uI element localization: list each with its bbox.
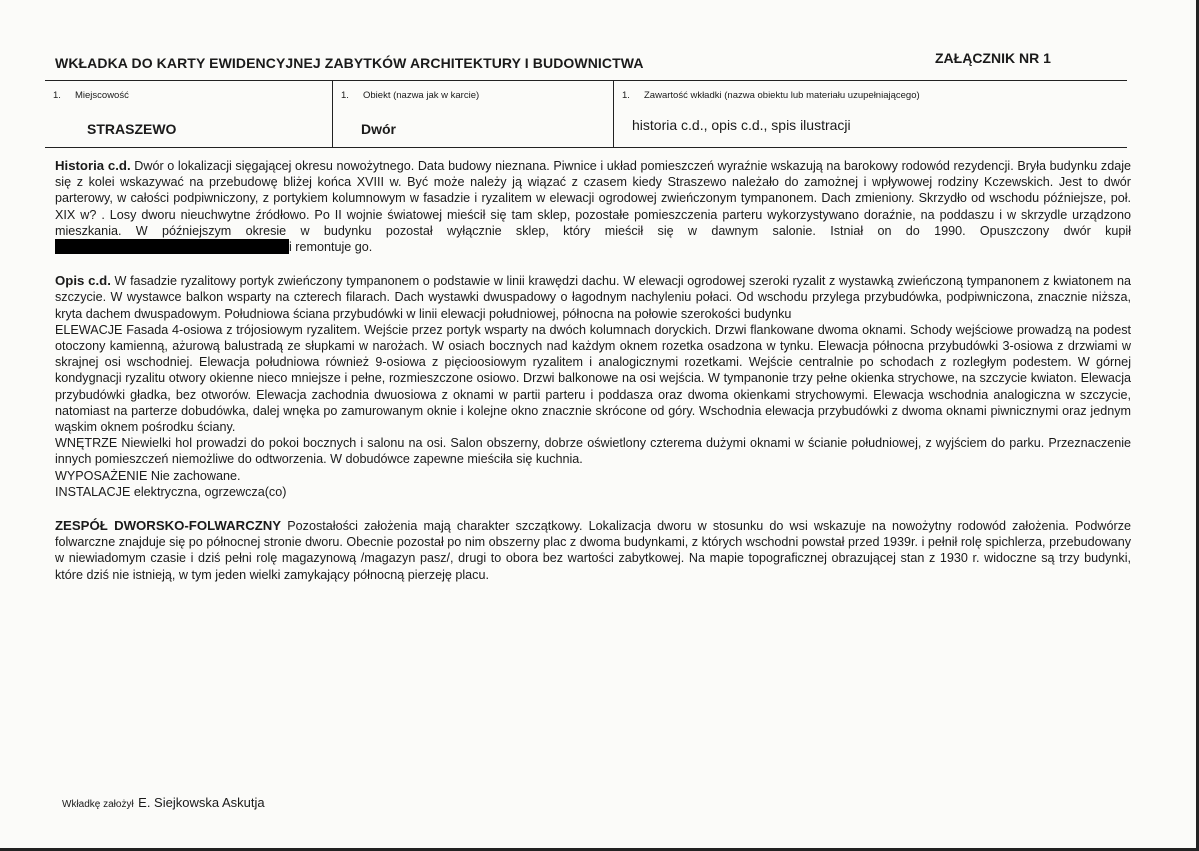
description-lead: Opis c.d. <box>55 273 111 289</box>
contents-number: 1. <box>622 90 630 101</box>
contents-cell <box>614 81 1127 147</box>
complex-text: Pozostałości założenia mają charakter szczątkowy. Lokalizacja dworu w stosunku do wsi wskazuje na nowożytny rodowód założenia. Podwórze folwarczne znajduje się po północnej stronie dworu. Obecnie pozostał po nim obszerny plac z dwoma budynkami, z których wschodni powstał przed 1939r. i pełnił rolę spichlerza, przebudowany w niewiadomym czasie i dziś pełni rolę magazynową /magazyn pasz/, drugi to obora bez wartości zabytkowej. Na mapie topograficznej obrazującej stan z 1930 r. widoczne są trzy budynki, które dziś nie istnieją, w tym jeden wielki zamykający północną pierzeję placu. <box>55 519 1131 582</box>
contents-value: historia c.d., opis c.d., spis ilustracji <box>632 117 851 133</box>
interior-paragraph: WNĘTRZE Niewielki hol prowadzi do pokoi bocznych i salonu na osi. Salon obszerny, dobrze oświetlony czterema dużymi oknami w ścianie południowej, z wyjściem do parku. Przeznaczenie innych pomieszczeń niemożliwe do odtworzenia. W dobudówce zapewne mieściła się kuchnia. <box>55 436 1131 467</box>
elevations-paragraph: ELEWACJE Fasada 4-osiowa z trójosiowym ryzalitem. Wejście przez portyk wsparty na dwóch kolumnach doryckich. Drzwi flankowane dwoma oknami. Schody wejściowe prowadzą na podest otoczony kamienną, ażurową balustradą ze słupkami w narożach. W osiach bocznych nad każdym oknem rozetka osadzona w tynku. Elewacja północna przybudówki 3-osiowa z drzwiami w skrajnej osi wschodniej. Elewacja południowa również 9-osiowa z pięcioosiowym ryzalitem i analogicznymi rozetkami. Wejście centralnie po schodach z rozległym podestem. W górnej kondygnacji ryzalitu otwory okienne nieco mniejsze i pełne, rozmieszczone osiowo. Drzwi balkonowe na osi wejścia. W tympanonie trzy pełne okienka strychowe, na szczycie kwiaton. Elewacja przybudówki gładka, bez otworów. Elewacja zachodnia dwuosiowa z oknami w partii parteru i poddasza oraz dwoma okienkami strychowymi. Elewacja wschodnia analogiczna w szczycie, natomiast na parterze dobudówka, dalej wnęka po zamurowanym oknie i kolejne okno znacznie skrócone od góry. Wschodnia elewacja przybudówki z dwoma oknami piwnicznymi oraz jednym wąskim oknem pośrodku ściany. <box>55 322 1131 435</box>
author-label: Wkładkę założył <box>62 799 134 810</box>
document-body <box>55 158 1131 583</box>
history-lead: Historia c.d. <box>55 158 131 173</box>
locality-cell <box>45 81 333 147</box>
description-intro: W fasadzie ryzalitowy portyk zwieńczony tympanonem o podstawie w linii krawędzi dachu. W elewacji ogrodowej szeroki ryzalit z wystawką zwieńczoną tympanonem z kwiatonem na szczycie. W wystawce balkon wsparty na czterech filarach. Dach wystawki dwuspadowy o łagodnym nachyleniu połaci. Od wschodu przylega przybudówka, podpiwniczona, znacznie niższa, kryta dachem dwuspadowym. Południowa ściana przybudówki w linii elewacji południowej, północna na połowie szerokości budynku <box>55 274 1131 321</box>
description-paragraph <box>55 273 1131 322</box>
document-title: WKŁADKA DO KARTY EWIDENCYJNEJ ZABYTKÓW ARCHITEKTURY I BUDOWNICTWA <box>55 55 644 71</box>
author-signature <box>62 794 265 812</box>
installations-paragraph: INSTALACJE elektryczna, ogrzewcza(co) <box>55 484 287 499</box>
complex-paragraph <box>55 518 1131 583</box>
author-name: E. Siejkowska Askutja <box>138 795 265 810</box>
history-paragraph <box>55 158 1131 255</box>
locality-number: 1. <box>53 90 61 101</box>
object-cell <box>333 81 614 147</box>
redaction-bar <box>55 239 289 254</box>
equipment-paragraph: WYPOSAŻENIE Nie zachowane. <box>55 468 241 483</box>
locality-value: STRASZEWO <box>87 121 177 137</box>
object-value: Dwór <box>361 121 396 137</box>
locality-label: Miejscowość <box>75 90 129 101</box>
object-number: 1. <box>341 90 349 101</box>
contents-label: Zawartość wkładki (nazwa obiektu lub materiału uzupełniającego) <box>644 90 920 101</box>
header-table <box>45 80 1127 148</box>
attachment-number: ZAŁĄCZNIK NR 1 <box>935 50 1051 66</box>
complex-lead: ZESPÓŁ DWORSKO-FOLWARCZNY <box>55 518 282 534</box>
history-text-end: i remontuje go. <box>289 240 373 255</box>
history-text: Dwór o lokalizacji sięgającej okresu nowożytnego. Data budowy nieznana. Piwnice i układ pomieszczeń wyraźnie wskazują na barokowy rodowód rezydencji. Bryła budynku zdaje się z kolei wskazywać na przebudowę bliżej końca XVIII w. Być może należy ją wiązać z czasem kiedy Straszewo należało do zamożnej i wpływowej rodziny Kczewskich. Jest to dwór parterowy, w całości podpiwniczony, z portykiem kolumnowym w fasadzie i ryzalitem w elewacji ogrodowej zwieńczonym tympanonem. Dach zmieniony. Skrzydło od wschodu późniejsze, poł. XIX w? . Losy dworu nieuchwytne źródłowo. Po II wojnie światowej mieścił się tam sklep, pozostałe pomieszczenia parteru wykorzystywano doraźnie, na poddaszu i w skrzydle urządzono mieszkania. W późniejszym okresie w budynku pozostał wyłącznie sklep, który mieścił się w dawnym salonie. Istniał on do 1990. Opuszczony dwór kupił <box>55 159 1131 238</box>
object-label: Obiekt (nazwa jak w karcie) <box>363 90 480 101</box>
